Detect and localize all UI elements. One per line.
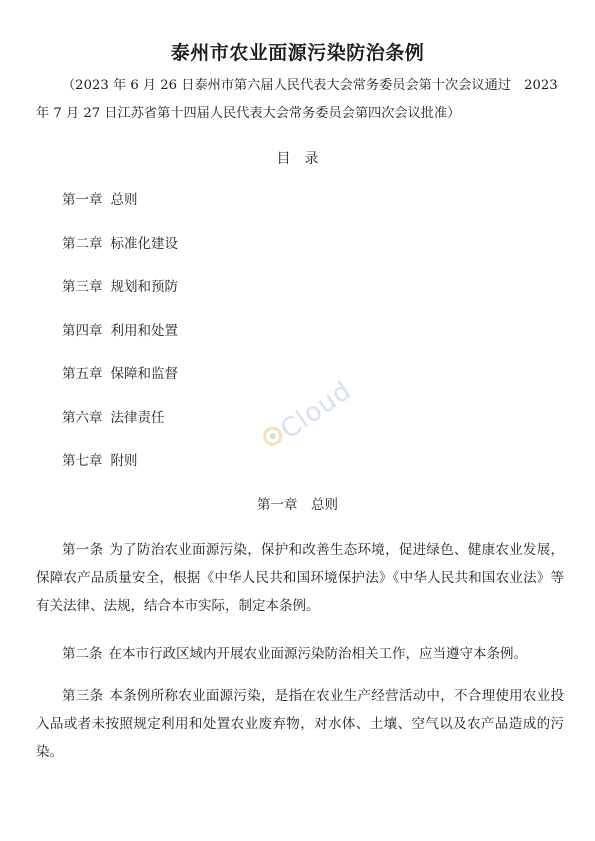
toc-chapter-label: 规划和预防 xyxy=(110,279,178,295)
toc-item xyxy=(62,321,178,365)
toc-chapter-label: 附则 xyxy=(110,453,138,469)
table-of-contents xyxy=(62,190,178,495)
article-text: 在本市行政区域内开展农业面源污染防治相关工作，应当遵守本条例。 xyxy=(108,646,527,662)
toc-item xyxy=(62,190,178,234)
toc-chapter-label: 标准化建设 xyxy=(110,235,178,252)
article-text: 为了防治农业面源污染，保护和改善生态环境，促进绿色、健康农业发展，保障农产品质量安全，根据《中华人民共和国环境保护法》《中华人民共和国农业法》等有关法律、法规，结合本市实际，制定本条例。 xyxy=(36,542,565,614)
article-paragraph xyxy=(36,536,564,620)
toc-chapter-number: 第六章 xyxy=(62,409,103,426)
document-subtitle: （2023 年 6 月 26 日泰州市第六届人民代表大会常务委员会第十次会议通过 2023 年 7 月 27 日江苏省第十四届人民代表大会常务委员会第四次会议批准） xyxy=(36,78,558,121)
toc-item xyxy=(62,364,178,408)
document-title: 泰州市农业面源污染防治条例 xyxy=(170,42,425,64)
toc-chapter-label: 总则 xyxy=(110,192,138,208)
toc-item xyxy=(62,277,178,321)
toc-chapter-number: 第二章 xyxy=(62,235,103,252)
toc-chapter-label: 保障和监督 xyxy=(110,366,178,382)
toc-item xyxy=(62,234,178,278)
chapter-heading: 第一章 总则 xyxy=(257,497,338,513)
toc-chapter-number: 第三章 xyxy=(62,279,103,295)
cloud-watermark xyxy=(247,356,383,485)
article-number: 第一条 xyxy=(62,542,104,558)
watermark-text: Cloud xyxy=(275,375,358,446)
article-number: 第二条 xyxy=(62,646,103,662)
article-paragraph xyxy=(36,640,564,668)
article-number: 第三条 xyxy=(62,688,104,704)
toc-chapter-number: 第四章 xyxy=(62,322,103,339)
toc-title: 目 录 xyxy=(276,151,319,167)
toc-chapter-number: 第五章 xyxy=(62,366,103,382)
toc-chapter-number: 第一章 xyxy=(62,192,103,208)
toc-item xyxy=(62,408,178,452)
toc-item xyxy=(62,451,178,495)
toc-chapter-number: 第七章 xyxy=(62,453,103,469)
toc-chapter-label: 法律责任 xyxy=(110,409,165,426)
toc-chapter-label: 利用和处置 xyxy=(110,322,178,339)
article-paragraph xyxy=(36,682,564,766)
article-text: 本条例所称农业面源污染，是指在农业生产经营活动中，不合理使用农业投入品或者未按照规定利用和处置农业废弃物，对水体、土壤、空气以及农产品造成的污染。 xyxy=(36,688,565,760)
